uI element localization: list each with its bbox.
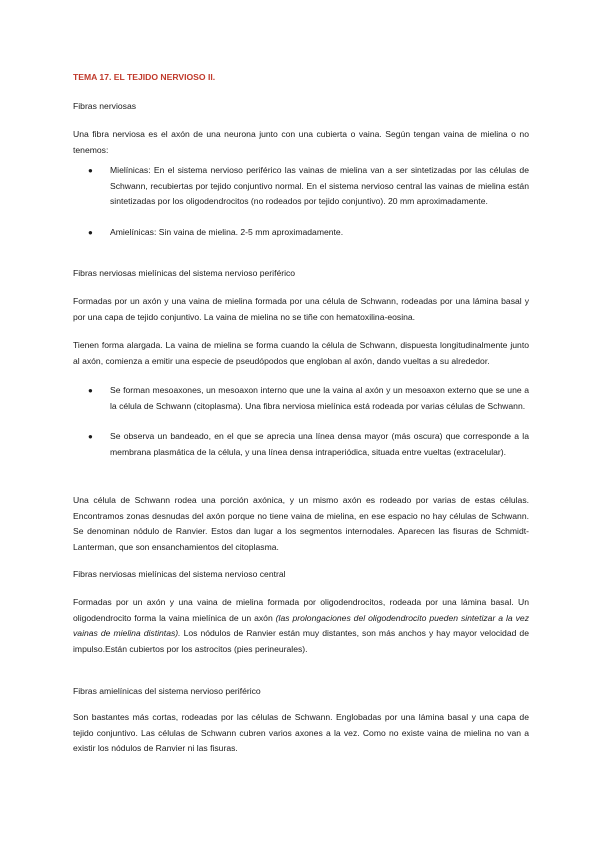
bullet-list-fibras [88,163,529,240]
paragraph-snp-2: Tienen forma alargada. La vaina de mielina se forma cuando la célula de Schwann, dispuesta longitudinalmente junto al axón, comienza a emitir una especie de pseudópodos que engloban al axón, dando vueltas a su alrededor. [73,340,529,366]
list-item [88,163,529,210]
heading-snp-amielinicas: Fibras amielínicas del sistema nervioso periférico [73,686,261,696]
bullet-text: Se observa un bandeado, en el que se aprecia una línea densa mayor (más oscura) que corresponde a la membrana plasmática de la célula, y una línea densa intraperiódica, situada entre vueltas (extracelular). [110,431,529,457]
heading-fibras-nerviosas: Fibras nerviosas [73,101,137,111]
paragraph-snc-text-b: Los nódulos de Ranvier están muy distantes, son más anchos y hay mayor velocidad de impulso.Están cubiertos por los astrocitos (pies perineurales). [73,628,529,654]
list-item [88,383,529,414]
bullet-icon: ● [88,227,93,237]
bullet-icon: ● [88,386,93,395]
bullet-text: Se forman mesoaxones, un mesoaxon interno que une la vaina al axón y un mesoaxon externo que se une a la célula de Schwann (citoplasma). Una fibra nerviosa mielínica está rodeada por varias células de Schwann. [110,385,529,411]
paragraph-snc-1 [73,595,529,657]
bullet-list-snp [88,383,529,460]
paragraph-intro: Una fibra nerviosa es el axón de una neurona junto con una cubierta o vaina. Según tengan vaina de mielina o no tenemos: [73,129,529,155]
heading-snp-mielinicas: Fibras nerviosas mielínicas del sistema nervioso periférico [73,268,296,278]
list-item [88,429,529,460]
bullet-icon: ● [88,166,93,175]
document-title: TEMA 17. EL TEJIDO NERVIOSO II. [73,72,216,82]
bullet-icon: ● [88,432,93,441]
bullet-text: Mielínicas: En el sistema nervioso periférico las vainas de mielina van a ser sintetizadas por las células de Schwann, recubiertas por tejido conjuntivo normal. En el sistema nervioso central las vainas de mielina están sintetizadas por los oligodendrocitos (no rodeados por tejido conjuntivo). 20 mm aproximadamente. [110,165,529,206]
paragraph-snc-text-a: Formadas por un axón y una vaina de mielina formada por oligodendrocitos, rodeada por una lámina basal. Un oligodendrocito forma la vaina mielínica de un axón [73,597,529,623]
heading-snc-mielinicas: Fibras nerviosas mielínicas del sistema nervioso central [73,569,286,579]
paragraph-snc-italic: (las prolongaciones del oligodendrocito pueden sintetizar a la vez vainas de mielina distintas). [73,612,529,638]
paragraph-snp-1: Formadas por un axón y una vaina de mielina formada por una célula de Schwann, rodeadas por una lámina basal y por una capa de tejido conjuntivo. La vaina de mielina no se tiñe con hematoxilina-eosina. [73,296,529,322]
paragraph-amielinicas: Son bastantes más cortas, rodeadas por las células de Schwann. Englobadas por una lámina basal y una capa de tejido conjuntivo. Las células de Schwann cubren varios axones a la vez. Como no existe vaina de mielina no van a existir los nódulos de Ranvier ni las fisuras. [73,712,529,753]
bullet-text: Amielínicas: Sin vaina de mielina. 2-5 mm aproximadamente. [110,226,344,237]
list-item [88,225,529,241]
paragraph-snp-3: Una célula de Schwann rodea una porción axónica, y un mismo axón es rodeado por varias de estas células. Encontramos zonas desnudas del axón porque no tiene vaina de mielina, en ese espacio no hay células de Schwann. Se denominan nódulo de Ranvier. Estos dan lugar a los segmentos internodales. Aparecen las fisuras de Schmidt-Lanterman, que son ensanchamientos del citoplasma. [73,495,529,552]
